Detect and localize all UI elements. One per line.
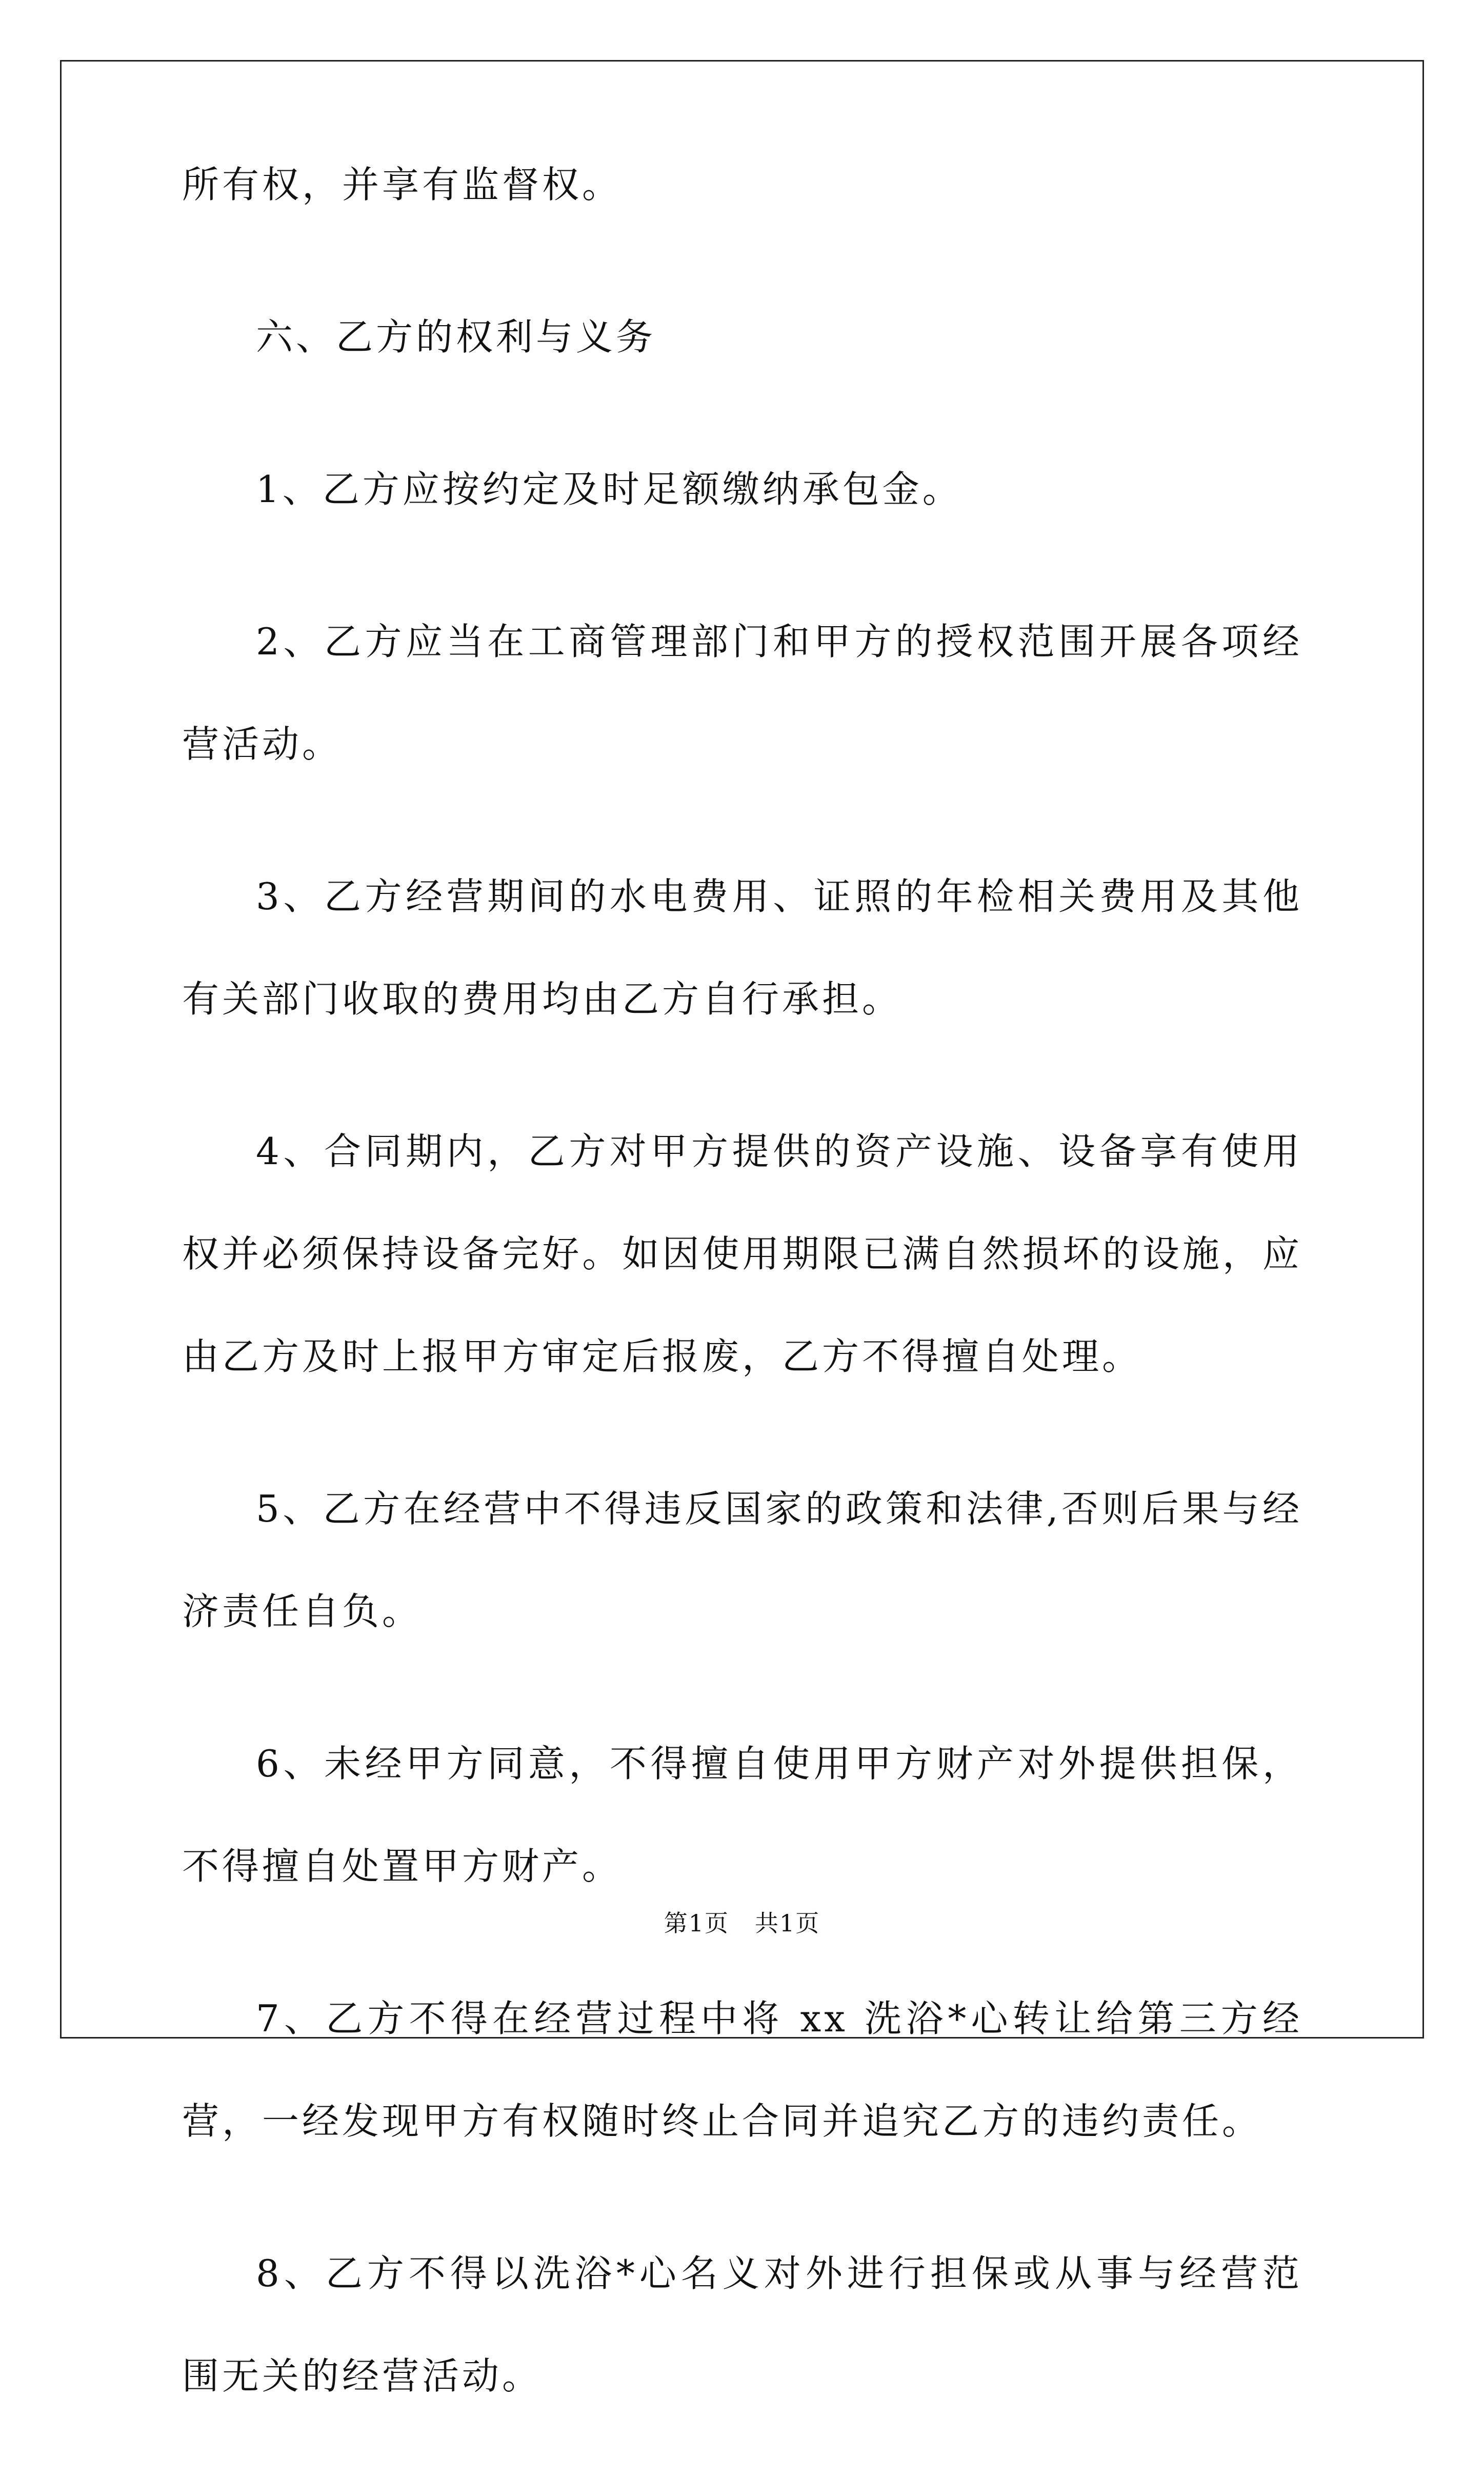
paragraph-0: 所有权，并享有监督权。 (182, 163, 623, 206)
paragraph-item-2: 2、乙方应当在工商管理部门和甲方的授权范围开展各项经营活动。 (182, 620, 1302, 766)
paragraph-item-7: 7、乙方不得在经营过程中将 xx 洗浴*心转让给第三方经营，一经发现甲方有权随时终止合同并追究乙方的违约责任。 (182, 1997, 1302, 2143)
paragraph-item-8: 8、乙方不得以洗浴*心名义对外进行担保或从事与经营范围无关的经营活动。 (182, 2252, 1302, 2398)
paragraph-item-1: 1、乙方应按约定及时足额缴纳承包金。 (256, 468, 962, 511)
page-number: 第1页 (664, 1909, 730, 1937)
page-total: 共1页 (754, 1909, 820, 1937)
section-heading: 六、乙方的权利与义务 (256, 315, 656, 358)
paragraph-item-5: 5、乙方在经营中不得违反国家的政策和法律,否则后果与经济责任自负。 (182, 1487, 1302, 1633)
paragraph-item-4: 4、合同期内，乙方对甲方提供的资产设施、设备享有使用权并必须保持设备完好。如因使用期限已满自然损坏的设施，应由乙方及时上报甲方审定后报废，乙方不得擅自处理。 (182, 1130, 1302, 1378)
page-footer (0, 1908, 1484, 1939)
document-body (182, 163, 1302, 2477)
paragraph-item-3: 3、乙方经营期间的水电费用、证照的年检相关费用及其他有关部门收取的费用均由乙方自行承担。 (182, 875, 1302, 1021)
paragraph-item-6: 6、未经甲方同意，不得擅自使用甲方财产对外提供担保，不得擅自处置甲方财产。 (182, 1742, 1302, 1888)
